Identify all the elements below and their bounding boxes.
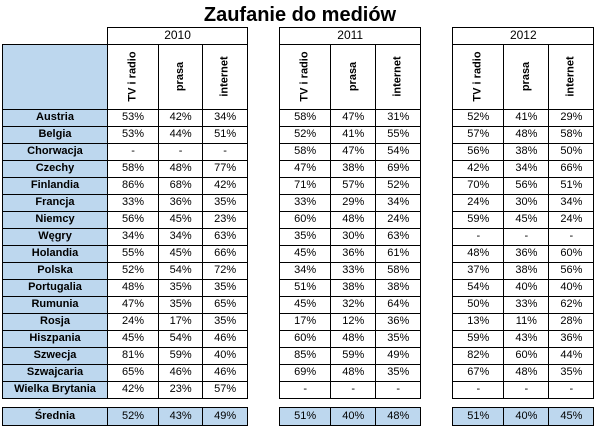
value-cell: 12% xyxy=(331,313,376,330)
table-row xyxy=(3,313,594,330)
value-cell: 11% xyxy=(504,313,549,330)
value-cell: 34% xyxy=(504,160,549,177)
value-cell: 24% xyxy=(549,211,594,228)
value-cell: 47% xyxy=(108,296,159,313)
table-row xyxy=(3,364,594,381)
value-cell: 34% xyxy=(549,194,594,211)
value-cell: 58% xyxy=(280,109,331,126)
value-cell: 81% xyxy=(108,347,159,364)
media-header-row xyxy=(3,44,594,109)
value-cell: 65% xyxy=(203,296,248,313)
value-cell: 48% xyxy=(331,330,376,347)
value-cell: 43% xyxy=(504,330,549,347)
value-cell: 38% xyxy=(331,279,376,296)
value-cell: 58% xyxy=(108,160,159,177)
value-cell: 24% xyxy=(376,211,421,228)
country-label: Chorwacja xyxy=(3,143,108,160)
table-row xyxy=(3,347,594,364)
value-cell: 55% xyxy=(376,126,421,143)
value-cell: 45% xyxy=(280,296,331,313)
value-cell: 60% xyxy=(280,330,331,347)
table-row xyxy=(3,194,594,211)
column-header: prasa xyxy=(159,44,203,109)
column-header: TV i radio xyxy=(280,44,331,109)
value-cell: 54% xyxy=(376,143,421,160)
value-cell: 51% xyxy=(280,407,331,425)
value-cell: 38% xyxy=(376,279,421,296)
value-cell: 42% xyxy=(159,109,203,126)
value-cell: 44% xyxy=(549,347,594,364)
value-cell: 38% xyxy=(504,262,549,279)
value-cell: 32% xyxy=(331,296,376,313)
value-cell: 48% xyxy=(376,407,421,425)
value-cell: 36% xyxy=(549,330,594,347)
value-cell: 35% xyxy=(280,228,331,245)
value-cell: 66% xyxy=(203,245,248,262)
value-cell: 69% xyxy=(280,364,331,381)
value-cell: 34% xyxy=(159,228,203,245)
value-cell: 45% xyxy=(549,407,594,425)
value-cell: 60% xyxy=(504,347,549,364)
value-cell: 50% xyxy=(549,143,594,160)
value-cell: 47% xyxy=(331,109,376,126)
value-cell: 56% xyxy=(504,177,549,194)
country-label: Rumunia xyxy=(3,296,108,313)
value-cell: 59% xyxy=(159,347,203,364)
value-cell: 56% xyxy=(453,143,504,160)
value-cell: 57% xyxy=(331,177,376,194)
value-cell: 57% xyxy=(203,381,248,398)
country-label: Szwajcaria xyxy=(3,364,108,381)
table-row xyxy=(3,211,594,228)
value-cell: 71% xyxy=(280,177,331,194)
value-cell: 35% xyxy=(203,279,248,296)
country-label: Belgia xyxy=(3,126,108,143)
value-cell: 68% xyxy=(159,177,203,194)
table-row xyxy=(3,126,594,143)
value-cell: 49% xyxy=(376,347,421,364)
value-cell: 51% xyxy=(203,126,248,143)
table-row xyxy=(3,143,594,160)
value-cell: 59% xyxy=(453,211,504,228)
value-cell: 53% xyxy=(108,126,159,143)
value-cell: 52% xyxy=(453,109,504,126)
value-cell: 35% xyxy=(159,296,203,313)
value-cell: 33% xyxy=(280,194,331,211)
value-cell: 35% xyxy=(203,313,248,330)
value-cell: 35% xyxy=(549,364,594,381)
value-cell: 48% xyxy=(159,160,203,177)
value-cell: 46% xyxy=(203,364,248,381)
value-cell: 42% xyxy=(453,160,504,177)
table-row xyxy=(3,109,594,126)
value-cell: 56% xyxy=(549,262,594,279)
corner-cell xyxy=(3,44,108,109)
value-cell: - xyxy=(331,381,376,398)
country-label: Austria xyxy=(3,109,108,126)
value-cell: 62% xyxy=(549,296,594,313)
value-cell: 42% xyxy=(108,381,159,398)
media-trust-table xyxy=(2,27,594,426)
value-cell: 46% xyxy=(203,330,248,347)
country-label: Niemcy xyxy=(3,211,108,228)
value-cell: - xyxy=(108,143,159,160)
value-cell: 45% xyxy=(159,211,203,228)
value-cell: 34% xyxy=(203,109,248,126)
value-cell: 54% xyxy=(159,330,203,347)
column-header: prasa xyxy=(331,44,376,109)
country-label: Średnia xyxy=(3,407,108,425)
year-header-row xyxy=(3,28,594,45)
value-cell: 72% xyxy=(203,262,248,279)
value-cell: 35% xyxy=(159,279,203,296)
value-cell: 64% xyxy=(376,296,421,313)
value-cell: - xyxy=(159,143,203,160)
value-cell: 34% xyxy=(376,194,421,211)
value-cell: 48% xyxy=(504,126,549,143)
country-label: Rosja xyxy=(3,313,108,330)
value-cell: 40% xyxy=(504,279,549,296)
value-cell: 40% xyxy=(549,279,594,296)
value-cell: 63% xyxy=(376,228,421,245)
country-label: Francja xyxy=(3,194,108,211)
column-header: internet xyxy=(549,44,594,109)
value-cell: 33% xyxy=(504,296,549,313)
value-cell: 35% xyxy=(203,194,248,211)
value-cell: 58% xyxy=(549,126,594,143)
value-cell: 63% xyxy=(203,228,248,245)
value-cell: 58% xyxy=(280,143,331,160)
value-cell: 41% xyxy=(331,126,376,143)
value-cell: 48% xyxy=(504,364,549,381)
value-cell: 45% xyxy=(108,330,159,347)
value-cell: 45% xyxy=(504,211,549,228)
value-cell: 45% xyxy=(280,245,331,262)
value-cell: 59% xyxy=(453,330,504,347)
value-cell: 23% xyxy=(203,211,248,228)
value-cell: 38% xyxy=(504,143,549,160)
value-cell: 43% xyxy=(159,407,203,425)
value-cell: 33% xyxy=(331,262,376,279)
value-cell: 23% xyxy=(159,381,203,398)
value-cell: 47% xyxy=(280,160,331,177)
value-cell: - xyxy=(376,381,421,398)
value-cell: 52% xyxy=(108,262,159,279)
value-cell: 50% xyxy=(453,296,504,313)
value-cell: 77% xyxy=(203,160,248,177)
table-row xyxy=(3,160,594,177)
country-label: Czechy xyxy=(3,160,108,177)
value-cell: 49% xyxy=(203,407,248,425)
value-cell: 61% xyxy=(376,245,421,262)
country-label: Wielka Brytania xyxy=(3,381,108,398)
value-cell: 48% xyxy=(331,364,376,381)
value-cell: 38% xyxy=(331,160,376,177)
value-cell: 67% xyxy=(453,364,504,381)
value-cell: 33% xyxy=(108,194,159,211)
value-cell: 69% xyxy=(376,160,421,177)
value-cell: 55% xyxy=(108,245,159,262)
year-header: 2010 xyxy=(108,28,248,45)
country-label: Hiszpania xyxy=(3,330,108,347)
value-cell: 85% xyxy=(280,347,331,364)
year-header: 2011 xyxy=(280,28,421,45)
average-row xyxy=(3,407,594,425)
column-header: internet xyxy=(203,44,248,109)
value-cell: 45% xyxy=(159,245,203,262)
value-cell: 29% xyxy=(549,109,594,126)
value-cell: 41% xyxy=(504,109,549,126)
column-header: internet xyxy=(376,44,421,109)
column-header: prasa xyxy=(504,44,549,109)
value-cell: 40% xyxy=(331,407,376,425)
value-cell: 66% xyxy=(549,160,594,177)
table-row xyxy=(3,228,594,245)
value-cell: 34% xyxy=(280,262,331,279)
table-row xyxy=(3,296,594,313)
value-cell: 54% xyxy=(453,279,504,296)
page-title: Zaufanie do mediów xyxy=(203,4,397,26)
table-row xyxy=(3,381,594,398)
table-row xyxy=(3,262,594,279)
value-cell: 36% xyxy=(376,313,421,330)
country-label: Holandia xyxy=(3,245,108,262)
value-cell: - xyxy=(504,381,549,398)
value-cell: 52% xyxy=(280,126,331,143)
value-cell: 48% xyxy=(331,211,376,228)
value-cell: 52% xyxy=(108,407,159,425)
table-row xyxy=(3,177,594,194)
value-cell: 34% xyxy=(108,228,159,245)
value-cell: 30% xyxy=(331,228,376,245)
value-cell: 35% xyxy=(376,330,421,347)
table-row xyxy=(3,245,594,262)
value-cell: 30% xyxy=(504,194,549,211)
country-label: Finlandia xyxy=(3,177,108,194)
value-cell: 40% xyxy=(203,347,248,364)
value-cell: 36% xyxy=(504,245,549,262)
value-cell: 44% xyxy=(159,126,203,143)
value-cell: 60% xyxy=(549,245,594,262)
value-cell: 24% xyxy=(108,313,159,330)
value-cell: 35% xyxy=(376,364,421,381)
value-cell: 86% xyxy=(108,177,159,194)
country-label: Polska xyxy=(3,262,108,279)
value-cell: 17% xyxy=(280,313,331,330)
value-cell: 24% xyxy=(453,194,504,211)
value-cell: 53% xyxy=(108,109,159,126)
table-row xyxy=(3,279,594,296)
value-cell: 57% xyxy=(453,126,504,143)
column-header: TV i radio xyxy=(453,44,504,109)
value-cell: 82% xyxy=(453,347,504,364)
value-cell: - xyxy=(453,381,504,398)
value-cell: 37% xyxy=(453,262,504,279)
value-cell: 51% xyxy=(280,279,331,296)
value-cell: 48% xyxy=(108,279,159,296)
country-label: Portugalia xyxy=(3,279,108,296)
value-cell: 56% xyxy=(108,211,159,228)
value-cell: - xyxy=(203,143,248,160)
value-cell: 36% xyxy=(159,194,203,211)
value-cell: - xyxy=(280,381,331,398)
value-cell: 60% xyxy=(280,211,331,228)
value-cell: 42% xyxy=(203,177,248,194)
value-cell: 36% xyxy=(331,245,376,262)
value-cell: 47% xyxy=(331,143,376,160)
value-cell: 13% xyxy=(453,313,504,330)
value-cell: 40% xyxy=(504,407,549,425)
value-cell: 52% xyxy=(376,177,421,194)
value-cell: 59% xyxy=(331,347,376,364)
value-cell: 54% xyxy=(159,262,203,279)
value-cell: 51% xyxy=(453,407,504,425)
value-cell: - xyxy=(549,381,594,398)
year-header: 2012 xyxy=(453,28,594,45)
value-cell: - xyxy=(453,228,504,245)
value-cell: 70% xyxy=(453,177,504,194)
value-cell: 29% xyxy=(331,194,376,211)
value-cell: 51% xyxy=(549,177,594,194)
value-cell: 28% xyxy=(549,313,594,330)
value-cell: 17% xyxy=(159,313,203,330)
value-cell: - xyxy=(549,228,594,245)
value-cell: 65% xyxy=(108,364,159,381)
column-header: TV i radio xyxy=(108,44,159,109)
table-row xyxy=(3,330,594,347)
value-cell: - xyxy=(504,228,549,245)
value-cell: 46% xyxy=(159,364,203,381)
country-label: Szwecja xyxy=(3,347,108,364)
value-cell: 48% xyxy=(453,245,504,262)
country-label: Węgry xyxy=(3,228,108,245)
value-cell: 58% xyxy=(376,262,421,279)
value-cell: 31% xyxy=(376,109,421,126)
